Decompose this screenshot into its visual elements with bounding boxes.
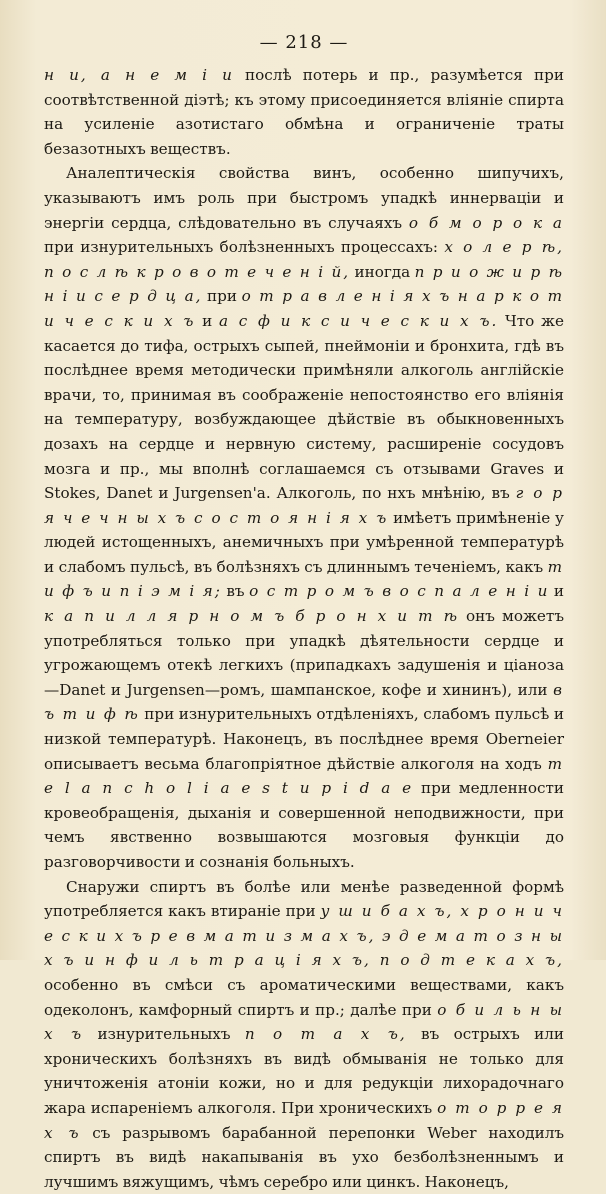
spaced-emphasis-text: х о л е р ѣ, п о с л ѣ к р о в о т е ч е н і й, — [44, 238, 564, 281]
text-run: при медленности кровеобращенія, дыханія и совершенной неподвижности, при чемъ явственно возвышаются мозговыя функціи до разговорчивости и сознанія больныхъ. — [44, 779, 564, 871]
paragraph — [44, 161, 564, 874]
spaced-emphasis-text: п о т а х ъ, — [244, 1025, 407, 1044]
spaced-emphasis-text: о б и л ь н ы х ъ — [44, 1000, 564, 1044]
spaced-emphasis-text: у ш и б а х ъ, х р о н и ч е с к и х ъ р е в м а т и з м а х ъ, э д е м а т о з н ы х ъ и н ф и л ь т р а ц і я х ъ, п о д т е к а х ъ, — [44, 902, 564, 970]
text-run: съ разрывомъ барабанной перепонки Weber находилъ спиртъ въ видѣ накапыванія въ ухо безболѣзненнымъ и лучшимъ вяжущимъ, чѣмъ серебро или цинкъ. Наконецъ, — [44, 1123, 565, 1191]
spaced-emphasis-text: m e l a n c h o l i a e s t u p i d a e — [44, 754, 564, 798]
text-run: иногда — [350, 262, 415, 281]
spaced-emphasis-text: о т р а в л е н і я х ъ н а р к о т и ч е с к и х ъ — [44, 287, 565, 330]
page-number: — 218 — — [259, 32, 349, 53]
text-run: изнурительныхъ — [83, 1025, 245, 1044]
paragraph — [44, 875, 564, 1194]
text-run: Что же касается до тифа, острыхъ сыпей, пнеймоніи и бронхита, гдѣ въ послѣднее время методически примѣняли алкоголь англійскіе врачи, то, принимая въ соображеніе непостоянство его вліянія на температуру, возбуждающее дѣйствіе въ обыкновенныхъ дозахъ на сердце и нервную систему, расширеніе сосудовъ мозга и пр., мы вполнѣ соглашаемся съ отзывами Graves и Stokes, Danet и Jurgensen'а. Алкоголь, по нхъ мнѣнію, въ — [44, 311, 564, 503]
text-run: въ — [221, 582, 250, 601]
text-run: при — [202, 287, 242, 306]
spaced-emphasis-text: к а п и л л я р н о м ъ б р о н х и т ѣ — [44, 607, 459, 626]
text-run: при изнурительныхъ болѣзненныхъ процессахъ: — [44, 238, 445, 257]
spaced-emphasis-text: н и, а н е м і и — [44, 66, 234, 84]
text-run: и — [195, 311, 219, 330]
spaced-emphasis-text: п р и о ж и р ѣ н і и с е р д ц а, — [44, 262, 564, 306]
text-run: онъ можетъ употребляться только при упадкѣ дѣятельности сердце и угрожающемъ отекѣ легкихъ (припадкахъ задушенія и ціаноза—Danet и Jurgensen—ромъ, шампанское, кофе и хининъ), или — [44, 607, 564, 699]
body-text — [44, 63, 564, 1194]
spaced-emphasis-text: г о р я ч е ч н ы х ъ с о с т о я н і я х ъ — [44, 484, 565, 527]
text-run: при изнурительныхъ отдѣленіяхъ, слабомъ пульсѣ и низкой температурѣ. Наконецъ, въ послѣднее время Oberneier описываетъ весьма благопріятное дѣйствіе алкоголя на ходъ — [44, 705, 565, 773]
spaced-emphasis-text: в ъ т и ф ѣ — [44, 680, 564, 724]
spaced-emphasis-text: о с т р о м ъ в о с п а л е н і и — [249, 582, 550, 601]
spaced-emphasis-text: а с ф и к с и ч е с к и х ъ. — [218, 311, 499, 330]
text-run: въ острыхъ или хроническихъ болѣзняхъ въ видѣ обмыванія не только для уничтоженія атоніи кожи, но и для редукціи лихорадочнаго жара испареніемъ алкоголя. При хроническихъ — [44, 1025, 564, 1117]
text-run: Снаружи спиртъ въ болѣе или менѣе разведенной формѣ употребляется какъ втираніе при — [44, 877, 564, 921]
spaced-emphasis-text: о б м о р о к а — [408, 213, 564, 232]
text-run: Аналептическія свойства винъ, особенно шипучихъ, указываютъ имъ роль при быстромъ упадкѣ иннерваціи и энергіи сердца, слѣдовательно въ случаяхъ — [44, 164, 564, 232]
paragraph — [44, 63, 564, 161]
text-run: и — [549, 582, 564, 601]
spaced-emphasis-text: о т о р р е я х ъ — [44, 1098, 564, 1142]
text-run: имѣетъ примѣненіе у людей истощенныхъ, анемичныхъ при умѣренной температурѣ и слабомъ пульсѣ, въ болѣзняхъ съ длиннымъ теченіемъ, какъ — [44, 508, 564, 576]
spaced-emphasis-text: т и ф ъ и п і э м і я; — [44, 557, 564, 601]
text-run: особенно въ смѣси съ ароматическими веществами, какъ одеколонъ, камфорный спиртъ и пр.; далѣе при — [44, 975, 564, 1019]
text-run: послѣ потерь и пр., разумѣется при соотвѣтственной діэтѣ; къ этому присоединяется вліяніе спирта на усиленіе азотистаго обмѣна и ограниченіе траты безазотныхъ веществъ. — [44, 66, 564, 158]
